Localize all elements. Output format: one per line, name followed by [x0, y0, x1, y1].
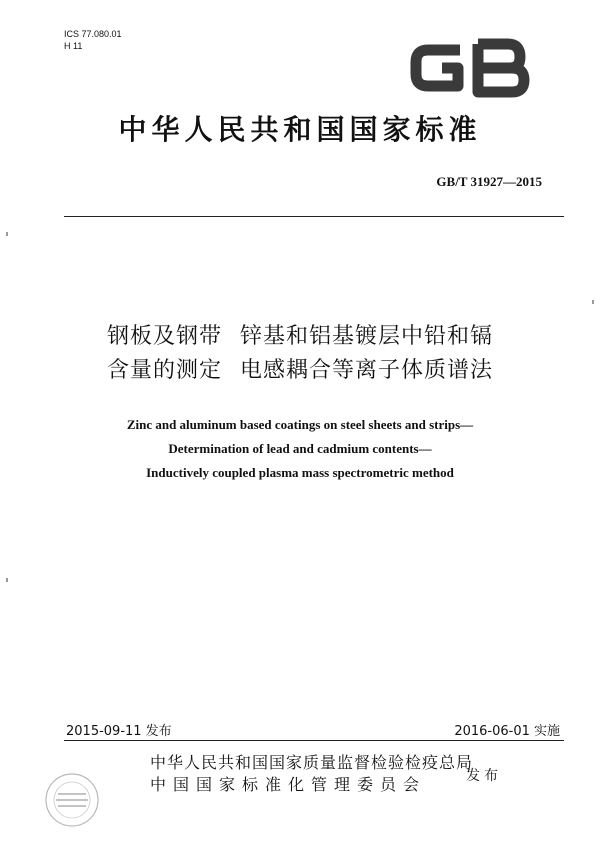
ics-code: ICS 77.080.01	[64, 29, 122, 39]
scan-speck	[6, 578, 8, 582]
issuer-sac: 中国国家标准化管理委员会	[150, 775, 427, 794]
issuer-aqsiq: 中华人民共和国国家质量监督检验检疫总局	[150, 753, 474, 772]
gb-logo	[408, 38, 534, 98]
english-title-line-3: Inductively coupled plasma mass spectrometric method	[146, 465, 454, 480]
header-divider	[64, 216, 564, 217]
english-title-line-2: Determination of lead and cadmium contents—	[168, 441, 432, 456]
chinese-title-line-1: 钢板及钢带 锌基和铝基镀层中铅和镉	[106, 324, 494, 349]
issue-date: 2015-09-11 发布	[66, 724, 172, 739]
seal-stamp-icon	[40, 768, 104, 832]
chinese-title	[0, 320, 600, 388]
chinese-title-line-2: 含量的测定 电感耦合等离子体质谱法	[106, 358, 494, 383]
scan-speck	[6, 232, 8, 236]
english-title	[0, 413, 600, 485]
standard-title: 中华人民共和国国家标准	[118, 113, 482, 146]
scan-speck	[592, 300, 594, 304]
issue-label: 发布	[466, 768, 502, 784]
classification-codes	[64, 28, 122, 52]
standard-number: GB/T 31927—2015	[436, 174, 542, 189]
footer-divider	[64, 740, 564, 741]
english-title-line-1: Zinc and aluminum based coatings on steel sheets and strips—	[126, 417, 474, 432]
issuing-authorities	[150, 752, 473, 796]
ccs-code: H 11	[64, 41, 83, 51]
implementation-date: 2016-06-01 实施	[454, 724, 560, 739]
